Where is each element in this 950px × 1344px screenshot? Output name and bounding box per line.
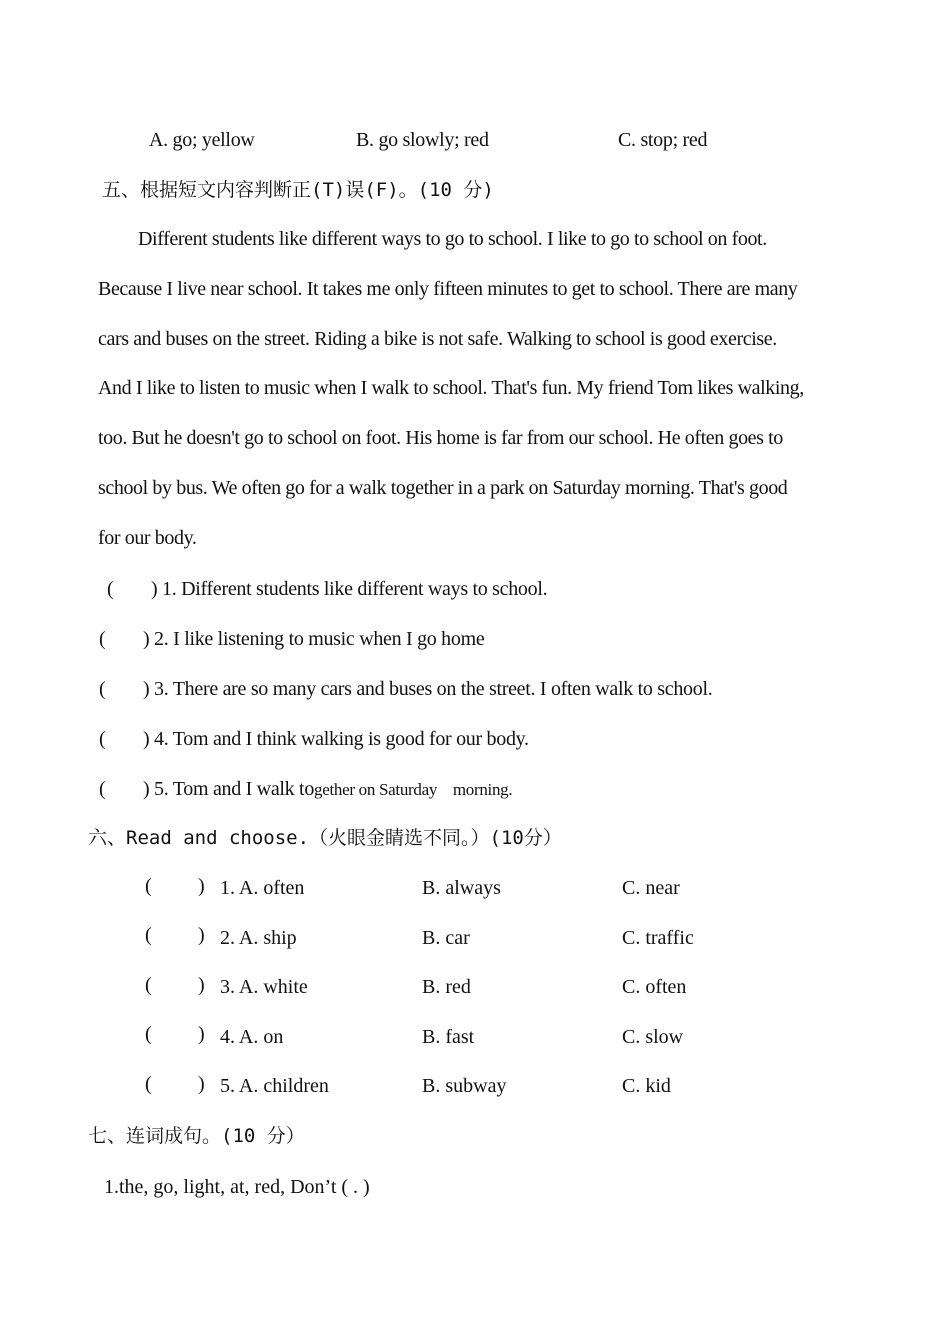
option-c: C. stop; red [618, 129, 708, 151]
choice-a: 5. A. children [220, 1075, 329, 1097]
passage-line: school by bus. We often go for a walk together in a park on Saturday morning. That's good [98, 476, 788, 499]
section6-heading: 六、Read and choose.（火眼金睛选不同。）(10分） [88, 827, 562, 849]
choice-c: C. near [622, 877, 680, 899]
passage-line: cars and buses on the street. Riding a bike is not safe. Walking to school is good exercise. [98, 327, 777, 350]
choice-c: C. slow [622, 1026, 684, 1048]
answer-blank[interactable]: ( ) [99, 728, 150, 750]
statement-text: 4. Tom and I think walking is good for our body. [154, 728, 529, 750]
reading-passage [98, 215, 868, 564]
paren-close: ) [198, 1073, 205, 1095]
answer-blank[interactable]: ( ) [99, 778, 150, 800]
choice-b: B. subway [422, 1075, 507, 1097]
choice-a: 1. A. often [220, 877, 305, 899]
sentence-item: 1.the, go, light, at, red, Don’t ( . ) [104, 1176, 370, 1198]
paren-close: ) [198, 974, 205, 996]
answer-blank[interactable]: ( ) [107, 578, 158, 600]
section7-heading: 七、连词成句。(10 分） [88, 1125, 305, 1147]
tf-statement [99, 677, 712, 701]
paren-close: ) [198, 924, 205, 946]
paren-open[interactable]: ( [145, 924, 152, 946]
passage-line: And I like to listen to music when I walk to school. That's fun. My friend Tom likes walking, [98, 377, 804, 400]
passage-line: Because I live near school. It takes me only fifteen minutes to get to school. There are many [98, 277, 798, 300]
option-a: A. go; yellow [149, 129, 255, 151]
option-b: B. go slowly; red [356, 129, 489, 151]
statement-text: 3. There are so many cars and buses on the street. I often walk to school. [154, 678, 713, 700]
section5-heading: 五、根据短文内容判断正(T)误(F)。(10 分) [102, 179, 494, 201]
choice-b: B. red [422, 976, 471, 998]
choice-b: B. car [422, 927, 470, 949]
choice-c: C. often [622, 976, 687, 998]
tf-statement [99, 627, 484, 651]
statement-text: 5. Tom and I walk to [154, 778, 315, 800]
choice-c: C. traffic [622, 927, 694, 949]
paren-open[interactable]: ( [145, 974, 152, 996]
statement-text-small: gether on Saturday morning. [314, 780, 513, 799]
paren-open[interactable]: ( [145, 1073, 152, 1095]
choice-b: B. fast [422, 1026, 475, 1048]
tf-statement [99, 727, 529, 751]
answer-blank[interactable]: ( ) [99, 628, 150, 650]
choice-b: B. always [422, 877, 501, 899]
choice-a: 3. A. white [220, 976, 308, 998]
passage-line: Different students like different ways to go to school. I like to go to school on foot. [138, 228, 767, 250]
paren-close: ) [198, 1023, 205, 1045]
choice-a: 2. A. ship [220, 927, 297, 949]
choice-c: C. kid [622, 1075, 671, 1097]
paren-open[interactable]: ( [145, 1023, 152, 1045]
passage-line: too. But he doesn't go to school on foot. His home is far from our school. He often goes to [98, 427, 783, 450]
statement-text: 2. I like listening to music when I go home [154, 628, 485, 650]
paren-close: ) [198, 875, 205, 897]
statement-text: 1. Different students like different ways to school. [162, 578, 548, 600]
paren-open[interactable]: ( [145, 875, 152, 897]
choice-a: 4. A. on [220, 1026, 284, 1048]
tf-statement [99, 777, 512, 802]
answer-blank[interactable]: ( ) [99, 678, 150, 700]
passage-line: for our body. [98, 526, 197, 549]
tf-statement [107, 577, 547, 601]
